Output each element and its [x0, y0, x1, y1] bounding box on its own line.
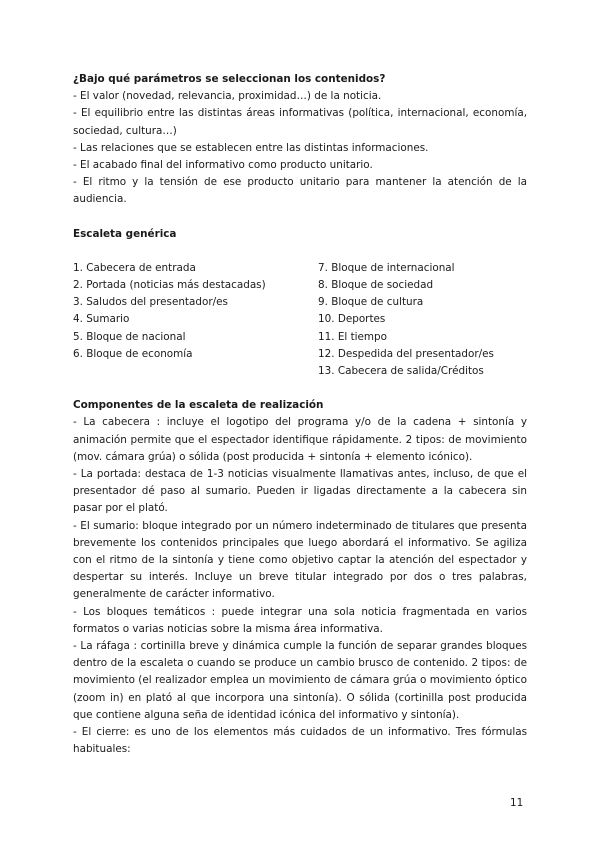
document-body [73, 71, 527, 758]
escaleta-columns [73, 260, 527, 380]
section-title-escaleta: Escaleta genérica [73, 227, 177, 240]
escaleta-item: 7. Bloque de internacional [318, 261, 455, 274]
escaleta-item: 11. El tiempo [318, 330, 388, 343]
escaleta-item: 1. Cabecera de entrada [73, 261, 196, 274]
section-title-parametros: ¿Bajo qué parámetros se seleccionan los contenidos? [73, 73, 386, 85]
list-item: - El cierre: es uno de los elementos más cuidados de un informativo. Tres fórmulas habituales: [73, 726, 527, 756]
list-item: - El valor (novedad, relevancia, proximidad…) de la noticia. [73, 90, 382, 103]
list-item: - El sumario: bloque integrado por un número indeterminado de titulares que presenta brevemente los contenidos principales que luego abordará el informativo. Se agiliza con el ritmo de la sintonía y tiene como objetivo captar la atención del espectador y despertar su interés. Incluye un breve titular integrado por dos o tres palabras, generalmente de carácter informativo. [73, 519, 527, 601]
escaleta-item: 4. Sumario [73, 313, 130, 326]
list-item: - Las relaciones que se establecen entre las distintas informaciones. [73, 141, 429, 154]
escaleta-item: 5. Bloque de nacional [73, 330, 186, 343]
list-item: - Los bloques temáticos : puede integrar una sola noticia fragmentada en varios formatos o varias noticias sobre la misma área informativa. [73, 605, 527, 635]
escaleta-column-left [73, 260, 318, 380]
escaleta-item: 13. Cabecera de salida/Créditos [318, 364, 484, 377]
page-number: 11 [510, 797, 524, 809]
escaleta-item: 6. Bloque de economía [73, 347, 193, 360]
escaleta-item: 2. Portada (noticias más destacadas) [73, 279, 266, 292]
escaleta-item: 12. Despedida del presentador/es [318, 347, 494, 360]
list-item: - La portada: destaca de 1-3 noticias visualmente llamativas antes, incluso, de que el presentador dé paso al sumario. Pueden ir ligadas directamente a la cabecera sin pasar por el plató. [73, 467, 527, 515]
escaleta-item: 9. Bloque de cultura [318, 296, 424, 309]
list-item: - El ritmo y la tensión de ese producto unitario para mantener la atención de la audiencia. [73, 176, 527, 206]
escaleta-item: 10. Deportes [318, 313, 386, 326]
list-item: - La cabecera : incluye el logotipo del programa y/o de la cadena + sintonía y animación permite que el espectador identifique rápidamente. 2 tipos: de movimiento (mov. cámara grúa) o sólida (post producida + sintonía + elemento icónico). [73, 416, 527, 463]
list-item: - El equilibrio entre las distintas áreas informativas (política, internacional, economía, sociedad, cultura…) [73, 107, 527, 137]
escaleta-column-right [318, 260, 527, 380]
escaleta-item: 3. Saludos del presentador/es [73, 296, 228, 309]
escaleta-item: 8. Bloque de sociedad [318, 279, 434, 292]
list-item: - El acabado final del informativo como producto unitario. [73, 159, 373, 172]
list-item: - La ráfaga : cortinilla breve y dinámica cumple la función de separar grandes bloques dentro de la escaleta o cuando se produce un cambio brusco de contenido. 2 tipos: de movimiento (el realizador emplea un movimiento de cámara grúa o movimiento óptico (zoom in) en plató al que incorpora una sintonía). O sólida (cortinilla post producida que contiene alguna seña de identidad icónica del informativo y sintonía). [73, 639, 527, 721]
section-title-componentes: Componentes de la escaleta de realización [73, 399, 324, 412]
